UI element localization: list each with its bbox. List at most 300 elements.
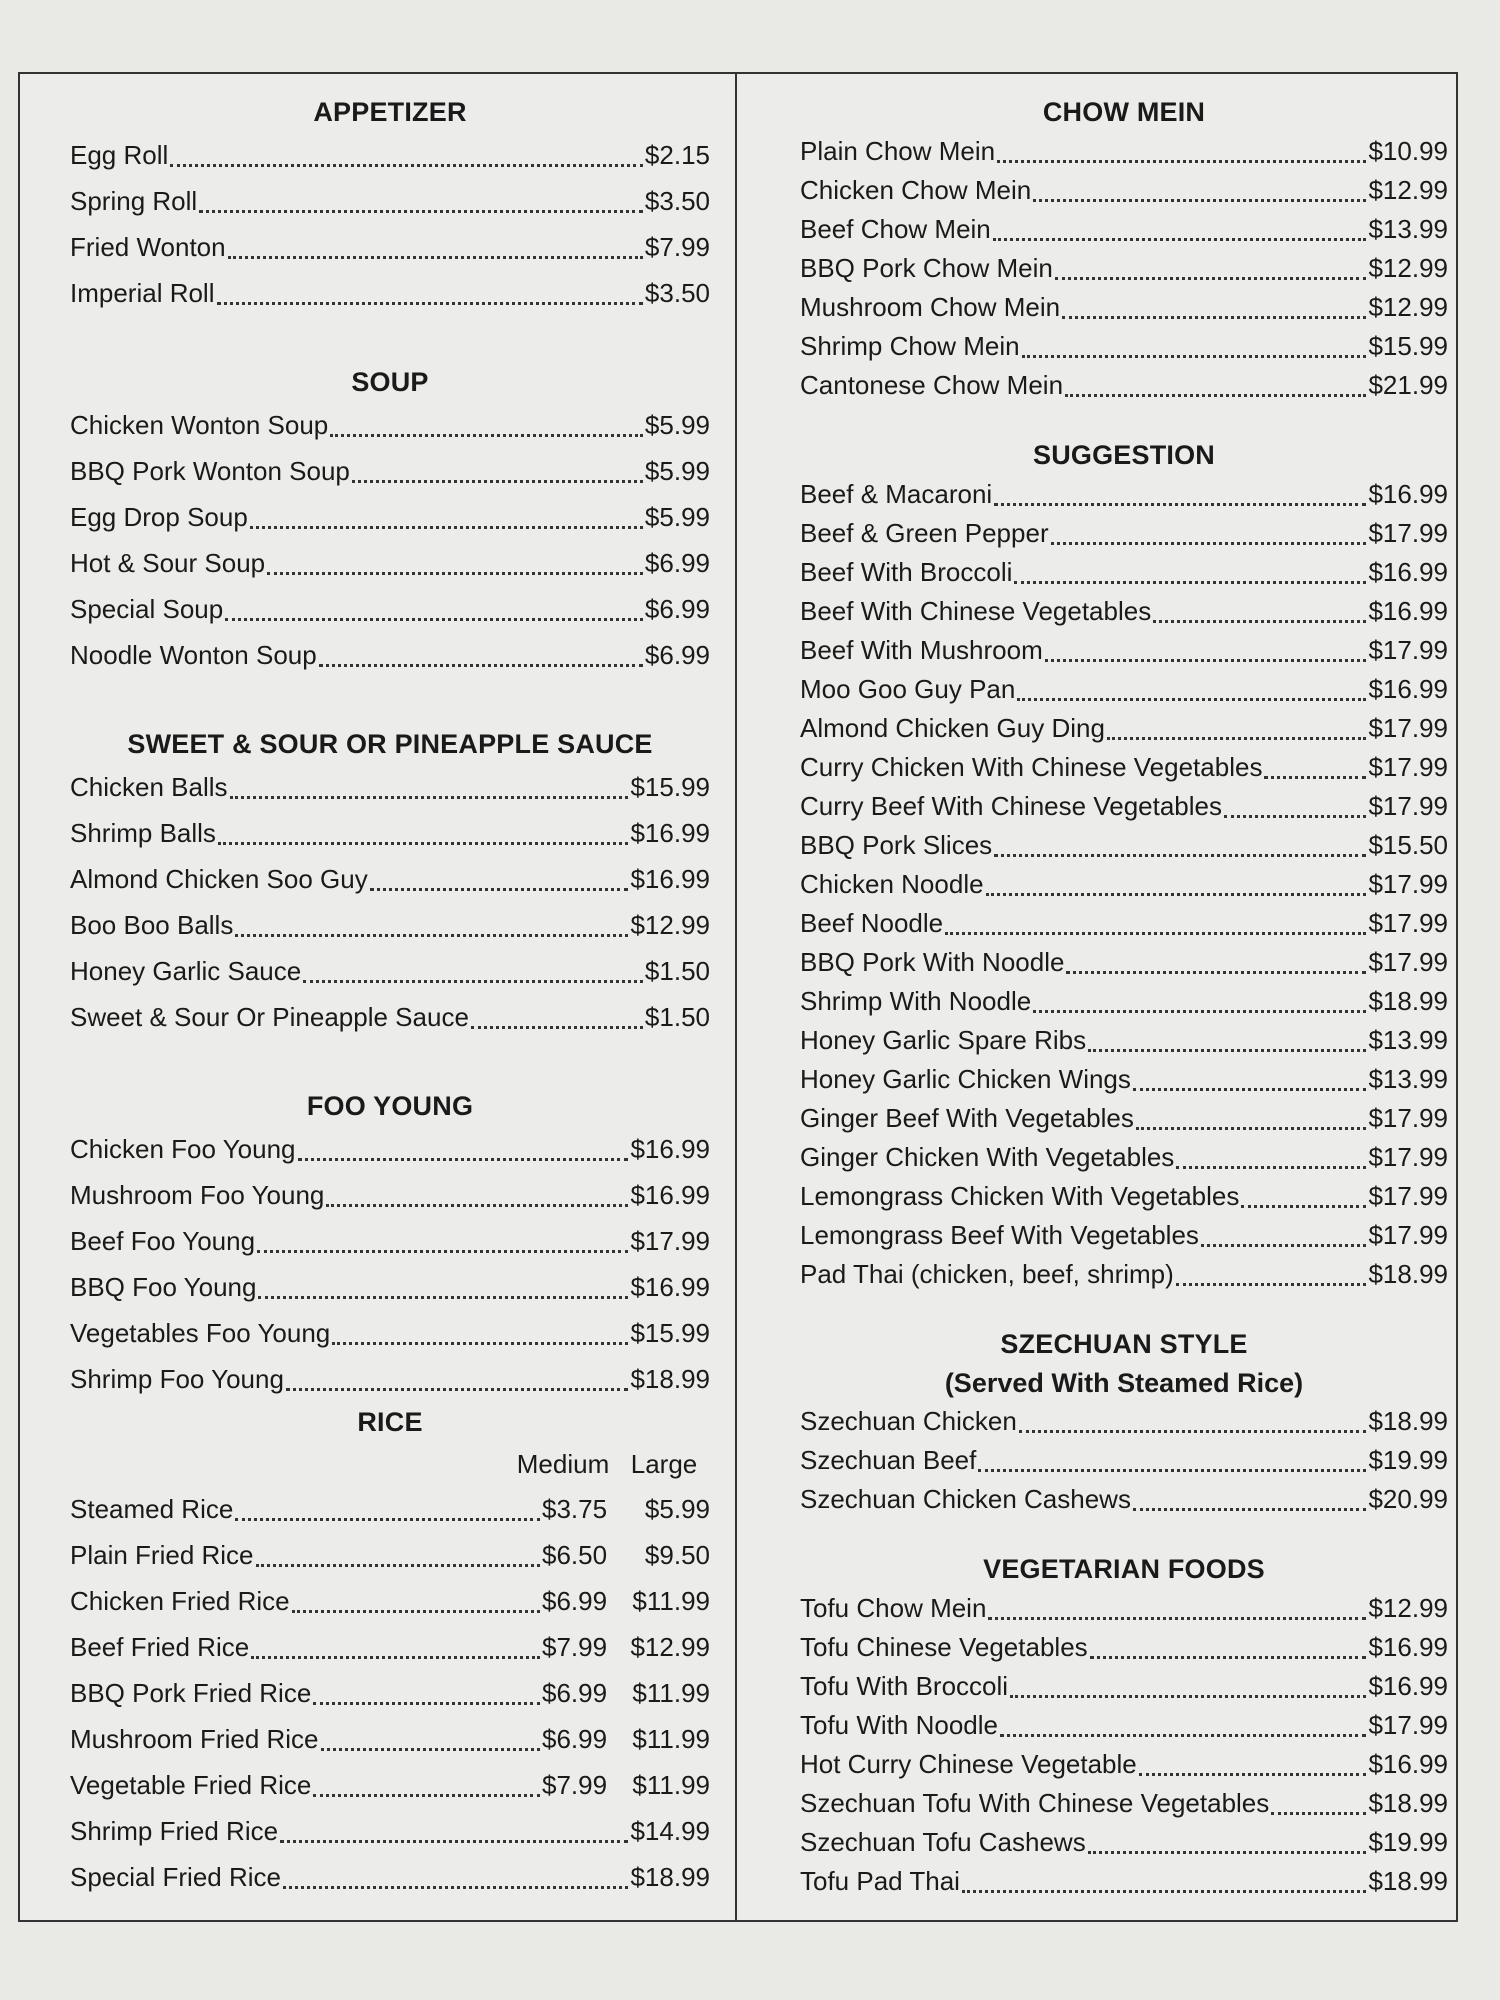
dot-leader bbox=[170, 164, 643, 167]
menu-item bbox=[800, 366, 1448, 405]
menu-item-name: BBQ Pork With Noodle bbox=[800, 947, 1065, 977]
menu-item-name: Hot & Sour Soup bbox=[70, 548, 266, 578]
menu-item-price: $17.99 bbox=[1368, 518, 1448, 548]
menu-item-name: Boo Boo Balls bbox=[70, 910, 234, 940]
price-medium: $6.99 bbox=[542, 1678, 608, 1708]
section-title-suggestion: SUGGESTION bbox=[1032, 440, 1216, 470]
menu-item-price: $17.99 bbox=[1368, 908, 1448, 938]
menu-item-price: $16.99 bbox=[1368, 479, 1448, 509]
menu-item-price: $17.99 bbox=[1368, 713, 1448, 743]
dot-leader bbox=[298, 1158, 629, 1161]
menu-item-name: Chicken Wonton Soup bbox=[70, 410, 329, 440]
menu-item-price: $15.99 bbox=[1368, 331, 1448, 361]
menu-item-name: Lemongrass Chicken With Vegetables bbox=[800, 1181, 1240, 1211]
menu-item-price: $16.99 bbox=[630, 864, 710, 894]
menu-item bbox=[800, 514, 1448, 553]
menu-item-price: $16.99 bbox=[1368, 674, 1448, 704]
rice-col-large: Large bbox=[630, 1449, 698, 1479]
menu-item-price: $12.99 bbox=[1368, 253, 1448, 283]
menu-item bbox=[800, 943, 1448, 982]
menu-item-price: $5.99 bbox=[644, 456, 710, 486]
menu-item-price: $3.50 bbox=[644, 278, 710, 308]
menu-item bbox=[70, 270, 710, 316]
dot-leader bbox=[1264, 776, 1366, 779]
section-list-appetizer bbox=[70, 132, 710, 316]
menu-item bbox=[70, 1126, 710, 1172]
menu-item-name: Almond Chicken Guy Ding bbox=[800, 713, 1105, 743]
dot-leader bbox=[471, 1026, 643, 1029]
dot-leader bbox=[319, 664, 643, 667]
dot-leader bbox=[1033, 1010, 1366, 1013]
menu-item-price: $6.99 bbox=[644, 548, 710, 578]
menu-item bbox=[70, 632, 710, 678]
dot-leader bbox=[235, 1518, 540, 1521]
section-list-soup bbox=[70, 402, 710, 678]
menu-item-price: $17.99 bbox=[1368, 947, 1448, 977]
dot-leader bbox=[997, 160, 1366, 163]
menu-item-price: $16.99 bbox=[1368, 557, 1448, 587]
menu-item-name: Beef & Macaroni bbox=[800, 479, 993, 509]
menu-item-name: Moo Goo Guy Pan bbox=[800, 674, 1016, 704]
dot-leader bbox=[1065, 394, 1366, 397]
menu-item-name: Imperial Roll bbox=[70, 278, 215, 308]
rice-item bbox=[70, 1486, 710, 1532]
left-column bbox=[70, 74, 710, 1900]
menu-item-name: Ginger Beef With Vegetables bbox=[800, 1103, 1134, 1133]
dot-leader bbox=[1066, 971, 1366, 974]
menu-item bbox=[800, 1216, 1448, 1255]
menu-item-name: Shrimp Balls bbox=[70, 818, 216, 848]
menu-item bbox=[70, 224, 710, 270]
menu-item bbox=[70, 1264, 710, 1310]
menu-item-name: Chicken Balls bbox=[70, 772, 228, 802]
menu-item-price: $17.99 bbox=[1368, 752, 1448, 782]
menu-item-name: Special Soup bbox=[70, 594, 224, 624]
menu-item-price: $15.99 bbox=[630, 1318, 710, 1348]
menu-item-name: Vegetable Fried Rice bbox=[70, 1770, 312, 1800]
menu-item-name: Hot Curry Chinese Vegetable bbox=[800, 1749, 1137, 1779]
menu-item-name: BBQ Pork Wonton Soup bbox=[70, 456, 350, 486]
menu-item-name: Honey Garlic Chicken Wings bbox=[800, 1064, 1131, 1094]
dot-leader bbox=[1033, 199, 1366, 202]
price-large: $11.99 bbox=[632, 1724, 710, 1754]
menu-item-price: $17.99 bbox=[1368, 1103, 1448, 1133]
menu-item bbox=[800, 1667, 1448, 1706]
menu-item bbox=[800, 249, 1448, 288]
menu-item-price: $12.99 bbox=[630, 910, 710, 940]
price-medium: $6.50 bbox=[542, 1540, 608, 1570]
dot-leader bbox=[218, 842, 629, 845]
rice-item bbox=[70, 1578, 710, 1624]
menu-item-name: Beef With Chinese Vegetables bbox=[800, 596, 1152, 626]
menu-item-price: $6.99 bbox=[644, 640, 710, 670]
dot-leader bbox=[1022, 355, 1367, 358]
menu-item bbox=[800, 1589, 1448, 1628]
menu-item-price: $12.99 bbox=[1368, 1593, 1448, 1623]
dot-leader bbox=[332, 1342, 628, 1345]
menu-item-price: $18.99 bbox=[1368, 1259, 1448, 1289]
menu-item-name: Special Fried Rice bbox=[70, 1862, 281, 1892]
section-list-vegetarian bbox=[800, 1589, 1448, 1901]
dot-leader bbox=[1201, 1244, 1367, 1247]
section-subtitle-szechuan: (Served With Steamed Rice) bbox=[944, 1368, 1304, 1398]
menu-item bbox=[800, 787, 1448, 826]
menu-item bbox=[70, 402, 710, 448]
menu-item-price: $12.99 bbox=[1368, 292, 1448, 322]
dot-leader bbox=[230, 796, 629, 799]
menu-item-name: Szechuan Beef bbox=[800, 1445, 977, 1475]
menu-item-name: Plain Fried Rice bbox=[70, 1540, 254, 1570]
dot-leader bbox=[1088, 1049, 1366, 1052]
section-list-sweet-sour bbox=[70, 764, 710, 1040]
dot-leader bbox=[1045, 659, 1367, 662]
dot-leader bbox=[257, 1250, 628, 1253]
menu-item-price: $16.99 bbox=[1368, 596, 1448, 626]
rice-item bbox=[70, 1532, 710, 1578]
menu-item-name: Mushroom Foo Young bbox=[70, 1180, 325, 1210]
dot-leader bbox=[1019, 1430, 1367, 1433]
menu-item bbox=[800, 210, 1448, 249]
menu-item-name: Tofu Pad Thai bbox=[800, 1866, 960, 1896]
menu-item bbox=[800, 1099, 1448, 1138]
price-large: $12.99 bbox=[630, 1632, 710, 1662]
section-list-foo-young bbox=[70, 1126, 710, 1402]
menu-item-name: Shrimp With Noodle bbox=[800, 986, 1032, 1016]
menu-item bbox=[800, 1060, 1448, 1099]
menu-item-name: BBQ Pork Fried Rice bbox=[70, 1678, 312, 1708]
menu-item bbox=[800, 1255, 1448, 1294]
menu-item-name: Ginger Chicken With Vegetables bbox=[800, 1142, 1175, 1172]
dot-leader bbox=[1055, 277, 1367, 280]
rice-item bbox=[70, 1624, 710, 1670]
menu-item bbox=[800, 748, 1448, 787]
menu-item bbox=[800, 982, 1448, 1021]
menu-item-name: Curry Chicken With Chinese Vegetables bbox=[800, 752, 1263, 782]
menu-item-price: $17.99 bbox=[1368, 635, 1448, 665]
menu-item-name: BBQ Pork Chow Mein bbox=[800, 253, 1053, 283]
dot-leader bbox=[1224, 815, 1366, 818]
menu-item-name: Plain Chow Mein bbox=[800, 136, 996, 166]
menu-item-name: Shrimp Chow Mein bbox=[800, 331, 1020, 361]
section-title-szechuan: SZECHUAN STYLE bbox=[1000, 1329, 1248, 1359]
menu-item-price: $2.15 bbox=[644, 140, 710, 170]
menu-item bbox=[800, 288, 1448, 327]
menu-item-price: $16.99 bbox=[1368, 1671, 1448, 1701]
menu-item-price: $17.99 bbox=[1368, 869, 1448, 899]
menu-item-name: Lemongrass Beef With Vegetables bbox=[800, 1220, 1199, 1250]
menu-item-price: $14.99 bbox=[630, 1816, 710, 1846]
menu-item-name: Curry Beef With Chinese Vegetables bbox=[800, 791, 1222, 821]
menu-item bbox=[800, 1823, 1448, 1862]
menu-item-price: $17.99 bbox=[1368, 1220, 1448, 1250]
menu-item-price: $17.99 bbox=[630, 1226, 710, 1256]
menu-item-name: Honey Garlic Sauce bbox=[70, 956, 302, 986]
menu-item-name: Honey Garlic Spare Ribs bbox=[800, 1025, 1087, 1055]
menu-item-price: $7.99 bbox=[644, 232, 710, 262]
dot-leader bbox=[1062, 316, 1366, 319]
dot-leader bbox=[993, 238, 1367, 241]
menu-item bbox=[800, 1402, 1448, 1441]
menu-item bbox=[70, 764, 710, 810]
section-list-szechuan bbox=[800, 1402, 1448, 1519]
menu-item-price: $19.99 bbox=[1368, 1827, 1448, 1857]
dot-leader bbox=[1010, 1695, 1366, 1698]
dot-leader bbox=[1136, 1127, 1367, 1130]
menu-item bbox=[800, 327, 1448, 366]
menu-item-price: $17.99 bbox=[1368, 1142, 1448, 1172]
menu-item-name: Spring Roll bbox=[70, 186, 198, 216]
dot-leader bbox=[250, 526, 643, 529]
menu-item-price: $1.50 bbox=[644, 956, 710, 986]
menu-item-name: Mushroom Fried Rice bbox=[70, 1724, 319, 1754]
menu-item-name: Almond Chicken Soo Guy bbox=[70, 864, 368, 894]
price-medium: $3.75 bbox=[542, 1494, 608, 1524]
menu-item-name: Chicken Foo Young bbox=[70, 1134, 296, 1164]
menu-item-name: Cantonese Chow Mein bbox=[800, 370, 1064, 400]
menu-item bbox=[800, 475, 1448, 514]
section-title-vegetarian: VEGETARIAN FOODS bbox=[983, 1554, 1265, 1584]
menu-item-price: $18.99 bbox=[1368, 1866, 1448, 1896]
menu-item-price: $16.99 bbox=[1368, 1749, 1448, 1779]
menu-item-name: Steamed Rice bbox=[70, 1494, 234, 1524]
price-large: $11.99 bbox=[632, 1770, 710, 1800]
menu-item-price: $16.99 bbox=[1368, 1632, 1448, 1662]
menu-item bbox=[70, 1310, 710, 1356]
dot-leader bbox=[303, 980, 643, 983]
menu-item-price: $1.50 bbox=[644, 1002, 710, 1032]
menu-item bbox=[800, 592, 1448, 631]
rice-item bbox=[70, 1716, 710, 1762]
price-large: $11.99 bbox=[632, 1586, 710, 1616]
section-title-chow-mein: CHOW MEIN bbox=[1042, 97, 1206, 127]
rice-col-medium: Medium bbox=[516, 1449, 610, 1479]
menu-item-name: Sweet & Sour Or Pineapple Sauce bbox=[70, 1002, 469, 1032]
price-medium: $6.99 bbox=[542, 1724, 608, 1754]
dot-leader bbox=[1133, 1088, 1367, 1091]
dot-leader bbox=[1241, 1205, 1366, 1208]
menu-item bbox=[70, 810, 710, 856]
dot-leader bbox=[235, 934, 628, 937]
section-title-appetizer: APPETIZER bbox=[313, 97, 467, 127]
dot-leader bbox=[286, 1388, 629, 1391]
price-large: $5.99 bbox=[644, 1494, 710, 1524]
menu-item bbox=[70, 948, 710, 994]
menu-item bbox=[70, 856, 710, 902]
dot-leader bbox=[225, 618, 643, 621]
menu-item-name: Egg Roll bbox=[70, 140, 169, 170]
menu-item-price: $13.99 bbox=[1368, 1025, 1448, 1055]
menu-item bbox=[800, 826, 1448, 865]
menu-item-price: $5.99 bbox=[644, 410, 710, 440]
dot-leader bbox=[321, 1748, 540, 1751]
section-title-rice: RICE bbox=[357, 1407, 423, 1437]
menu-item-price: $5.99 bbox=[644, 502, 710, 532]
menu-item-name: BBQ Pork Slices bbox=[800, 830, 993, 860]
menu-item-price: $3.50 bbox=[644, 186, 710, 216]
menu-item bbox=[800, 171, 1448, 210]
menu-item bbox=[800, 1177, 1448, 1216]
menu-item bbox=[800, 1138, 1448, 1177]
dot-leader bbox=[370, 888, 629, 891]
menu-item-price: $16.99 bbox=[630, 1180, 710, 1210]
rice-item bbox=[70, 1762, 710, 1808]
dot-leader bbox=[1088, 1851, 1367, 1854]
menu-item-price: $19.99 bbox=[1368, 1445, 1448, 1475]
dot-leader bbox=[313, 1794, 540, 1797]
dot-leader bbox=[1090, 1656, 1367, 1659]
menu-item-price: $16.99 bbox=[630, 1272, 710, 1302]
dot-leader bbox=[962, 1890, 1367, 1893]
section-title-soup: SOUP bbox=[351, 367, 429, 397]
rice-size-header bbox=[70, 1442, 710, 1486]
menu-item-price: $18.99 bbox=[1368, 986, 1448, 1016]
section-title-foo-young: FOO YOUNG bbox=[306, 1091, 474, 1121]
menu-item-name: Shrimp Fried Rice bbox=[70, 1816, 279, 1846]
dot-leader bbox=[1176, 1166, 1366, 1169]
menu-item bbox=[70, 540, 710, 586]
menu-item bbox=[800, 904, 1448, 943]
dot-leader bbox=[994, 854, 1366, 857]
price-large: $9.50 bbox=[644, 1540, 710, 1570]
menu-item-price: $13.99 bbox=[1368, 214, 1448, 244]
dot-leader bbox=[251, 1656, 540, 1659]
menu-item-name: Noodle Wonton Soup bbox=[70, 640, 317, 670]
menu-item bbox=[800, 631, 1448, 670]
menu-item-name: Shrimp Foo Young bbox=[70, 1364, 284, 1394]
menu-item-name: Beef With Mushroom bbox=[800, 635, 1043, 665]
dot-leader bbox=[228, 256, 643, 259]
rice-item bbox=[70, 1670, 710, 1716]
dot-leader bbox=[945, 932, 1366, 935]
dot-leader bbox=[280, 1840, 628, 1843]
dot-leader bbox=[1176, 1283, 1367, 1286]
menu-item-price: $10.99 bbox=[1368, 136, 1448, 166]
menu-item-price: $16.99 bbox=[630, 1134, 710, 1164]
menu-item bbox=[800, 1021, 1448, 1060]
menu-item-price: $18.99 bbox=[1368, 1406, 1448, 1436]
menu-item-price: $18.99 bbox=[1368, 1788, 1448, 1818]
menu-item-name: Beef Foo Young bbox=[70, 1226, 256, 1256]
menu-item bbox=[70, 994, 710, 1040]
column-divider bbox=[735, 74, 737, 1920]
menu-item bbox=[70, 1218, 710, 1264]
menu-item bbox=[70, 178, 710, 224]
dot-leader bbox=[256, 1564, 540, 1567]
menu-item bbox=[70, 1172, 710, 1218]
dot-leader bbox=[283, 1886, 628, 1889]
menu-item-name: Szechuan Chicken bbox=[800, 1406, 1017, 1436]
menu-item bbox=[800, 1784, 1448, 1823]
dot-leader bbox=[1139, 1773, 1367, 1776]
menu-item-name: Tofu With Broccoli bbox=[800, 1671, 1009, 1701]
menu-item bbox=[800, 1706, 1448, 1745]
dot-leader bbox=[292, 1610, 540, 1613]
menu-item bbox=[800, 670, 1448, 709]
dot-leader bbox=[1014, 581, 1366, 584]
menu-item bbox=[800, 132, 1448, 171]
menu-item bbox=[800, 553, 1448, 592]
menu-sheet bbox=[18, 72, 1458, 1922]
menu-item bbox=[800, 1862, 1448, 1901]
menu-item-name: Beef Chow Mein bbox=[800, 214, 991, 244]
menu-item-name: Szechuan Chicken Cashews bbox=[800, 1484, 1131, 1514]
dot-leader bbox=[352, 480, 643, 483]
menu-item-price: $12.99 bbox=[1368, 175, 1448, 205]
dot-leader bbox=[267, 572, 643, 575]
menu-item-price: $20.99 bbox=[1368, 1484, 1448, 1514]
price-medium: $7.99 bbox=[542, 1632, 608, 1662]
menu-item-name: Chicken Fried Rice bbox=[70, 1586, 290, 1616]
section-list-chow-mein bbox=[800, 132, 1448, 405]
dot-leader bbox=[199, 210, 643, 213]
menu-item-name: Beef Noodle bbox=[800, 908, 944, 938]
menu-item-name: Fried Wonton bbox=[70, 232, 226, 262]
dot-leader bbox=[217, 302, 643, 305]
menu-item-name: Beef & Green Pepper bbox=[800, 518, 1049, 548]
menu-item-price: $16.99 bbox=[630, 818, 710, 848]
dot-leader bbox=[1051, 542, 1367, 545]
menu-item bbox=[70, 448, 710, 494]
rice-item bbox=[70, 1808, 710, 1854]
dot-leader bbox=[326, 1204, 628, 1207]
menu-item bbox=[800, 1628, 1448, 1667]
menu-item bbox=[800, 1480, 1448, 1519]
dot-leader bbox=[258, 1296, 628, 1299]
menu-item-price: $21.99 bbox=[1368, 370, 1448, 400]
menu-item bbox=[800, 1745, 1448, 1784]
menu-item-name: Mushroom Chow Mein bbox=[800, 292, 1061, 322]
menu-item-price: $13.99 bbox=[1368, 1064, 1448, 1094]
menu-item bbox=[70, 586, 710, 632]
dot-leader bbox=[1153, 620, 1366, 623]
menu-item-price: $18.99 bbox=[630, 1862, 710, 1892]
menu-item bbox=[800, 865, 1448, 904]
section-list-suggestion bbox=[800, 475, 1448, 1294]
menu-item-price: $15.50 bbox=[1368, 830, 1448, 860]
menu-item bbox=[70, 902, 710, 948]
menu-item-name: Szechuan Tofu Cashews bbox=[800, 1827, 1086, 1857]
dot-leader bbox=[330, 434, 643, 437]
menu-item-name: Chicken Noodle bbox=[800, 869, 984, 899]
menu-item-price: $17.99 bbox=[1368, 791, 1448, 821]
menu-item-name: Vegetables Foo Young bbox=[70, 1318, 331, 1348]
menu-item bbox=[70, 132, 710, 178]
dot-leader bbox=[994, 503, 1366, 506]
dot-leader bbox=[1017, 698, 1366, 701]
menu-item-price: $6.99 bbox=[644, 594, 710, 624]
dot-leader bbox=[988, 1617, 1366, 1620]
menu-item bbox=[800, 709, 1448, 748]
menu-item-price: $17.99 bbox=[1368, 1710, 1448, 1740]
price-large: $11.99 bbox=[632, 1678, 710, 1708]
dot-leader bbox=[1133, 1508, 1367, 1511]
menu-item bbox=[70, 494, 710, 540]
price-medium: $6.99 bbox=[542, 1586, 608, 1616]
menu-item bbox=[70, 1356, 710, 1402]
dot-leader bbox=[1107, 737, 1367, 740]
menu-item-name: Beef Fried Rice bbox=[70, 1632, 250, 1662]
menu-item-name: Beef With Broccoli bbox=[800, 557, 1013, 587]
dot-leader bbox=[1000, 1734, 1366, 1737]
section-title-sweet-sour: SWEET & SOUR OR PINEAPPLE SAUCE bbox=[127, 729, 653, 759]
menu-item-name: Szechuan Tofu With Chinese Vegetables bbox=[800, 1788, 1270, 1818]
right-column bbox=[800, 74, 1448, 1901]
menu-item bbox=[800, 1441, 1448, 1480]
rice-item bbox=[70, 1854, 710, 1900]
price-medium: $7.99 bbox=[542, 1770, 608, 1800]
menu-item-name: Chicken Chow Mein bbox=[800, 175, 1032, 205]
menu-item-name: Pad Thai (chicken, beef, shrimp) bbox=[800, 1259, 1174, 1289]
